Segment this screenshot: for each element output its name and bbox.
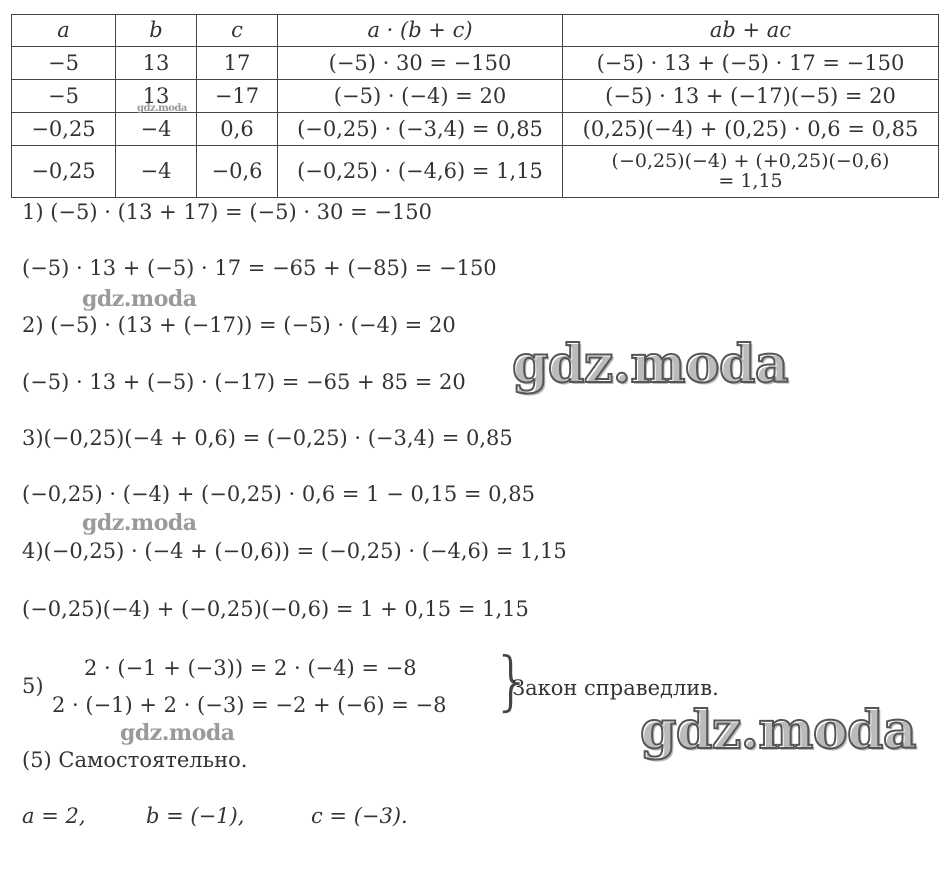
value-b: b = (−1), — [146, 804, 245, 828]
header-b: b — [116, 15, 197, 47]
solution-line-9b: 2 · (−1) + 2 · (−3) = −2 + (−6) = −8 — [52, 693, 447, 717]
table-cell — [563, 146, 939, 198]
table-header-row — [12, 15, 939, 47]
solution-line-8: (−0,25)(−4) + (−0,25)(−0,6) = 1 + 0,15 = 1,15 — [22, 597, 529, 621]
watermark-text: gdz.moda — [120, 720, 235, 746]
table-cell: (−5) · 13 + (−5) · 17 = −150 — [563, 47, 939, 80]
solution-line-3: 2) (−5) · (13 + (−17)) = (−5) · (−4) = 20 — [22, 313, 456, 337]
table-cell-line: = 1,15 — [718, 169, 783, 192]
table-row — [12, 47, 939, 80]
table-cell: −5 — [12, 80, 116, 113]
table-cell: −4 — [116, 113, 197, 146]
solution-line-9a: 2 · (−1 + (−3)) = 2 · (−4) = −8 — [84, 656, 417, 680]
table-cell: −0,25 — [12, 113, 116, 146]
watermark-text: gdz.moda — [82, 510, 197, 536]
table-cell: 13 — [116, 80, 197, 113]
header-a-times-b-plus-c: a · (b + c) — [278, 15, 563, 47]
table-cell: −5 — [12, 47, 116, 80]
conclusion-text: Закон справедлив. — [512, 676, 719, 700]
header-a: a — [12, 15, 116, 47]
solution-line-4: (−5) · 13 + (−5) · (−17) = −65 + 85 = 20 — [22, 370, 466, 394]
solution-line-2: (−5) · 13 + (−5) · 17 = −65 + (−85) = −150 — [22, 256, 497, 280]
solution-line-10: (5) Самостоятельно. — [22, 748, 248, 772]
table-cell: (−0,25) · (−3,4) = 0,85 — [278, 113, 563, 146]
table-cell: (−5) · 30 = −150 — [278, 47, 563, 80]
watermark-logo: gdz.moda — [640, 700, 917, 761]
table-row — [12, 113, 939, 146]
watermark-text: gdz.moda — [82, 286, 197, 312]
table-row — [12, 146, 939, 198]
header-ab-plus-ac: ab + ac — [563, 15, 939, 47]
table-cell: (−5) · (−4) = 20 — [278, 80, 563, 113]
value-c: c = (−3). — [311, 804, 408, 828]
watermark-text: gdz.moda — [137, 103, 187, 114]
solution-line-7: 4)(−0,25) · (−4 + (−0,6)) = (−0,25) · (−4,6) = 1,15 — [22, 539, 567, 563]
table-cell: −4 — [116, 146, 197, 198]
table-cell: 0,6 — [197, 113, 278, 146]
table-cell: −0,25 — [12, 146, 116, 198]
solution-line-1: 1) (−5) · (13 + 17) = (−5) · 30 = −150 — [22, 200, 433, 224]
table-cell-line: (−0,25)(−4) + (+0,25)(−0,6) — [611, 149, 890, 172]
table-cell: (−5) · 13 + (−17)(−5) = 20 — [563, 80, 939, 113]
table-cell: −17 — [197, 80, 278, 113]
table-cell: 17 — [197, 47, 278, 80]
solution-line-6: (−0,25) · (−4) + (−0,25) · 0,6 = 1 − 0,15 = 0,85 — [22, 482, 535, 506]
table-cell: (−0,25) · (−4,6) = 1,15 — [278, 146, 563, 198]
watermark-logo: gdz.moda — [512, 334, 789, 395]
value-a: a = 2, — [22, 804, 86, 828]
table-cell: −0,6 — [197, 146, 278, 198]
solution-line-5: 3)(−0,25)(−4 + 0,6) = (−0,25) · (−3,4) = 0,85 — [22, 426, 513, 450]
header-c: c — [197, 15, 278, 47]
solution-number-5: 5) — [22, 674, 44, 698]
table-cell: 13 — [116, 47, 197, 80]
table-cell: (0,25)(−4) + (0,25) · 0,6 = 0,85 — [563, 113, 939, 146]
right-brace-icon: } — [492, 645, 533, 719]
